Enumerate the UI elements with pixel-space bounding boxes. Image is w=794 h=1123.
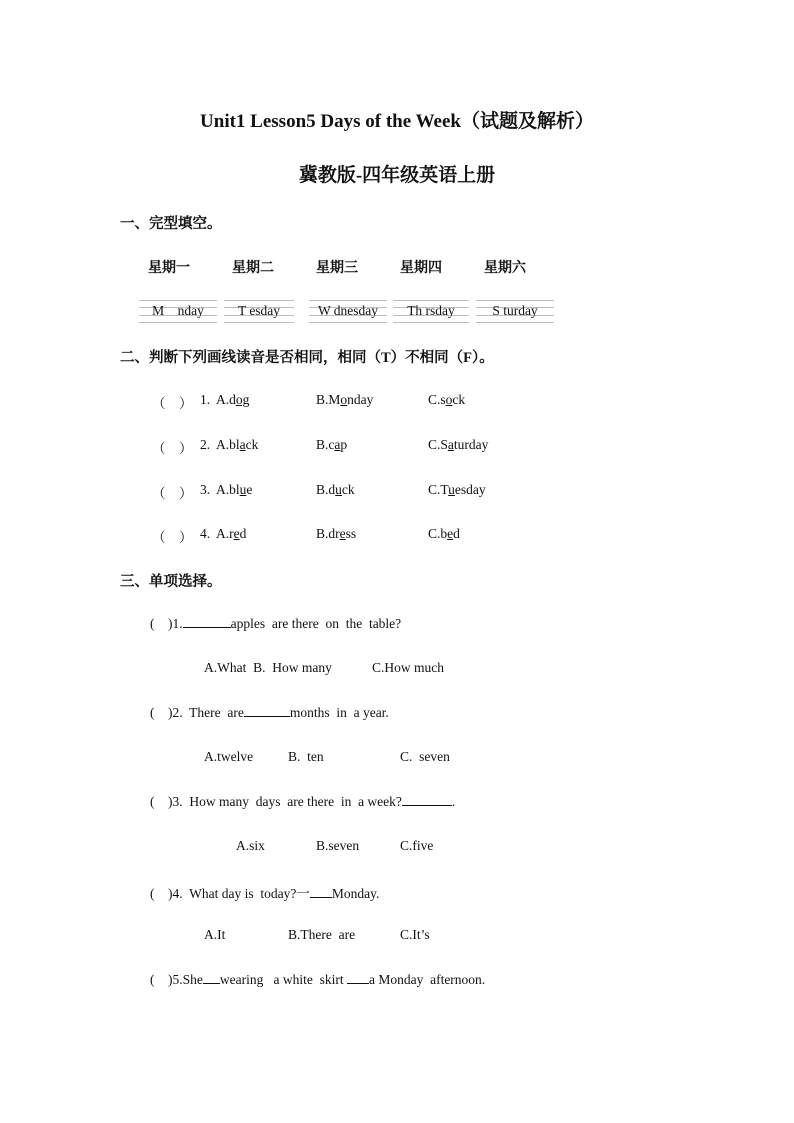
option-prefix: A.bl: [216, 437, 240, 452]
paren-text: （ ）: [152, 396, 193, 411]
option-suffix: nday: [347, 392, 374, 407]
question-5-text: wearing a white skirt: [219, 972, 344, 987]
option-suffix: ck: [245, 437, 259, 452]
question-2: [150, 704, 389, 721]
page-title: Unit1 Lesson5 Days of the Week（试题及解析）: [200, 111, 594, 132]
question-4-option-a[interactable]: A.It: [204, 927, 226, 942]
option-b-word: [316, 482, 355, 498]
question-4-option-c[interactable]: C.It’s: [400, 927, 430, 942]
word-blank-tuesday: T esday: [237, 303, 281, 318]
question-1-option-ab[interactable]: A.What B. How many: [204, 660, 332, 675]
word-blank-thursday: Th rsday: [407, 303, 455, 318]
question-3-prefix: ( )3. How many days are there in a week?: [150, 794, 402, 809]
answer-blank[interactable]: [183, 615, 231, 628]
judge-answer-paren[interactable]: [152, 526, 193, 546]
option-a-word: [216, 392, 249, 408]
item-number-text: 4.: [200, 526, 211, 541]
option-c-word: [428, 392, 465, 408]
underlined-letters: a: [239, 437, 246, 452]
underlined-letters: e: [339, 526, 346, 541]
underlined-letters: o: [340, 392, 348, 407]
four-line-box-2[interactable]: [224, 300, 294, 322]
question-5-prefix: ( )5.She: [150, 972, 203, 987]
day-cn-1: 星期一: [148, 261, 190, 276]
option-b-word: [316, 526, 356, 542]
option-c-word: [428, 526, 460, 542]
item-number-text: 3.: [200, 482, 211, 497]
option-c-word: [428, 437, 488, 453]
judge-answer-paren[interactable]: [152, 392, 193, 412]
option-prefix: A.bl: [216, 482, 240, 497]
option-suffix: d: [453, 526, 460, 541]
option-a-word: [216, 526, 246, 542]
option-b-word: [316, 392, 373, 408]
question-1: [150, 615, 401, 632]
answer-blank[interactable]: [244, 704, 290, 717]
underlined-letters: e: [233, 526, 240, 541]
question-4-option-b[interactable]: B.There are: [288, 927, 356, 942]
word-blank-saturday: S turday: [492, 303, 538, 318]
question-2-text: months in a year.: [289, 705, 389, 720]
paren-text: （ ）: [152, 441, 193, 456]
question-4-prefix: ( )4. What day is today?一: [150, 886, 310, 901]
option-b-word: [316, 437, 347, 453]
option-a-word: [216, 437, 258, 453]
question-3-option-c[interactable]: C.five: [400, 838, 434, 853]
underlined-letters: u: [335, 482, 342, 497]
four-line-box-5[interactable]: [476, 300, 554, 322]
four-line-box-4[interactable]: [393, 300, 469, 322]
underlined-letters: a: [447, 437, 454, 452]
answer-blank[interactable]: [402, 793, 452, 806]
option-a-word: [216, 482, 252, 498]
answer-blank[interactable]: [203, 971, 220, 984]
underlined-letters: u: [239, 482, 247, 497]
question-1-option-c[interactable]: C.How much: [372, 660, 444, 675]
item-number: [200, 526, 210, 542]
option-prefix: C.b: [428, 526, 448, 541]
option-suffix: esday: [454, 482, 486, 497]
day-cn-2: 星期二: [232, 261, 274, 276]
question-4: [150, 882, 379, 902]
question-5-suffix: a Monday afternoon.: [368, 972, 486, 987]
option-suffix: ss: [345, 526, 357, 541]
word-blank-monday: M nday: [152, 303, 204, 318]
four-line-box-1[interactable]: [139, 300, 217, 322]
option-prefix: A.r: [216, 526, 234, 541]
word-blank-wednesday: W dnesday: [317, 303, 379, 318]
underlined-letters: og: [235, 392, 250, 407]
question-1-prefix: ( )1.: [150, 616, 183, 631]
option-suffix: d: [239, 526, 247, 541]
option-prefix: C.s: [428, 392, 446, 407]
day-cn-6: 星期六: [484, 261, 526, 276]
question-2-option-b[interactable]: B. ten: [288, 749, 324, 764]
answer-blank[interactable]: [347, 971, 369, 984]
day-cn-4: 星期四: [400, 261, 442, 276]
question-2-prefix: ( )2. There are: [150, 705, 244, 720]
judge-answer-paren[interactable]: [152, 482, 193, 502]
option-prefix: C.T: [428, 482, 449, 497]
option-suffix: ck: [452, 392, 466, 407]
option-suffix: ck: [341, 482, 355, 497]
question-3-text: .: [451, 794, 456, 809]
underlined-letters: u: [448, 482, 455, 497]
underlined-letters: e: [447, 526, 454, 541]
question-3-option-b[interactable]: B.seven: [316, 838, 360, 853]
option-c-word: [428, 482, 486, 498]
option-prefix: A.d: [216, 392, 236, 407]
answer-blank[interactable]: [310, 885, 332, 898]
question-4-text: Monday.: [331, 886, 380, 901]
item-number: [200, 482, 210, 498]
item-number-text: 2.: [200, 437, 211, 452]
question-3: [150, 793, 455, 810]
question-2-option-a[interactable]: A.twelve: [204, 749, 254, 764]
option-suffix: turday: [453, 437, 489, 452]
option-suffix: p: [340, 437, 348, 452]
section-2-heading: 二、判断下列画线读音是否相同，相同（T）不相同（F）。: [120, 350, 494, 366]
item-number-text: 1.: [200, 392, 211, 407]
four-line-box-3[interactable]: [309, 300, 387, 322]
section-3-heading: 三、单项选择。: [120, 574, 222, 590]
judge-answer-paren[interactable]: [152, 437, 193, 457]
question-5: [150, 971, 485, 988]
item-number: [200, 392, 210, 408]
option-suffix: e: [246, 482, 253, 497]
question-2-option-c[interactable]: C. seven: [400, 749, 450, 764]
day-cn-3: 星期三: [316, 261, 358, 276]
underlined-letters: o: [445, 392, 453, 407]
section-1-heading: 一、完型填空。: [120, 216, 222, 232]
option-prefix: B.c: [316, 437, 335, 452]
question-1-text: apples are there on the table?: [230, 616, 402, 631]
page-subtitle: 冀教版-四年级英语上册: [298, 165, 496, 186]
item-number: [200, 437, 210, 453]
underlined-letters: a: [334, 437, 341, 452]
question-3-option-a[interactable]: A.six: [236, 838, 265, 853]
option-prefix: B.dr: [316, 526, 340, 541]
paren-text: （ ）: [152, 486, 193, 501]
paren-text: （ ）: [152, 530, 193, 545]
option-prefix: B.d: [316, 482, 336, 497]
option-prefix: C.S: [428, 437, 448, 452]
option-prefix: B.M: [316, 392, 341, 407]
